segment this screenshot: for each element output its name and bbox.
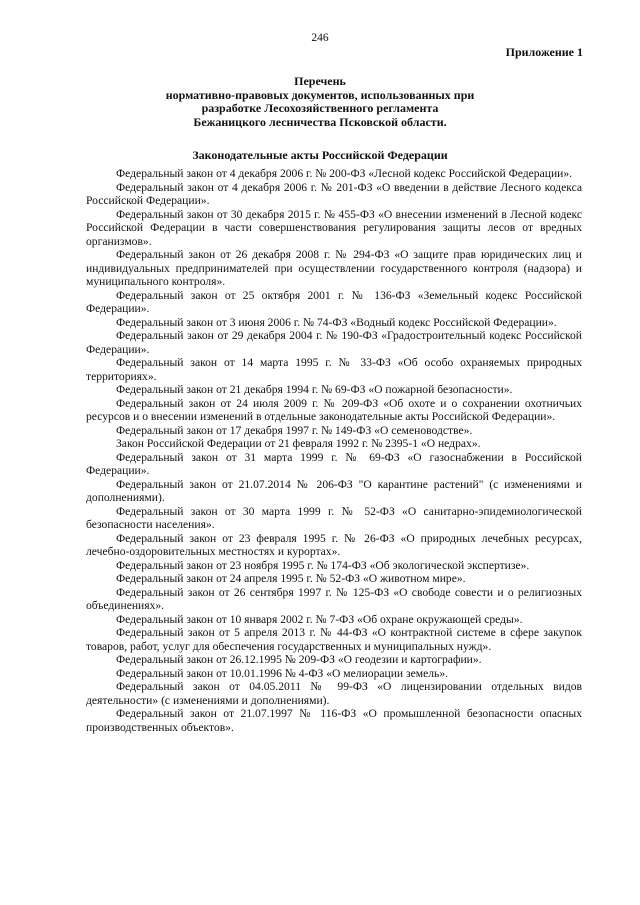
title-line: Перечень xyxy=(294,74,346,88)
law-entry: Федеральный закон от 24 апреля 1995 г. № 52-ФЗ «О животном мире». xyxy=(116,572,466,585)
page-number: 246 xyxy=(311,32,329,44)
title-line: разработке Лесохозяйственного регламента xyxy=(201,101,439,115)
law-entry: Федеральный закон от 23 февраля 1995 г. № 26-ФЗ «О природных лечебных ресурсах, лечебно-оздоровительных местностях и курортах». xyxy=(86,531,582,558)
law-entry: Федеральный закон от 21 декабря 1994 г. № 69-ФЗ «О пожарной безопасности». xyxy=(116,383,513,396)
title-line: Бежаницкого лесничества Псковской области. xyxy=(193,114,447,129)
law-entry: Федеральный закон от 5 апреля 2013 г. № 44-ФЗ «О контрактной системе в сфере закупок товаров, работ, услуг для обеспечения государственных и муниципальных нужд». xyxy=(86,626,582,653)
law-entry: Федеральный закон от 30 декабря 2015 г. № 455-ФЗ «О внесении изменений в Лесной кодекс Российской Федерации в части совершенствования регулирования защиты лесов от вредных организмов». xyxy=(86,207,582,248)
document-title xyxy=(60,75,580,129)
law-entry: Закон Российской Федерации от 21 февраля 1992 г. № 2395-1 «О недрах». xyxy=(116,437,481,450)
law-entry: Федеральный закон от 17 декабря 1997 г. № 149-ФЗ «О семеноводстве». xyxy=(116,423,473,437)
law-entry: Федеральный закон от 26 декабря 2008 г. № 294-ФЗ «О защите прав юридических лиц и индивидуальных предпринимателей при осуществлении государственного контроля (надзора) и муниципального контроля». xyxy=(86,248,582,288)
law-entry: Федеральный закон от 29 декабря 2004 г. № 190-ФЗ «Градостроительный кодекс Российской Федерации». xyxy=(86,329,582,356)
law-entry: Федеральный закон от 21.07.2014 № 206-ФЗ "О карантине растений" (с изменениями и дополнениями). xyxy=(86,477,582,504)
law-entry: Федеральный закон от 4 декабря 2006 г. № 200-ФЗ «Лесной кодекс Российской Федерации». xyxy=(116,167,573,180)
law-entry: Федеральный закон от 30 марта 1999 г. № 52-ФЗ «О санитарно-эпидемиологической безопасности населения». xyxy=(86,504,582,531)
title-line: нормативно-правовых документов, использованных при xyxy=(165,87,475,102)
law-entry: Федеральный закон от 26 сентября 1997 г. № 125-ФЗ «О свободе совести и о религиозных объединениях». xyxy=(86,585,582,612)
law-entry: Федеральный закон от 10 января 2002 г. № 7-ФЗ «Об охране окружающей среды». xyxy=(116,612,523,626)
law-entry: Федеральный закон от 25 октября 2001 г. № 136-ФЗ «Земельный кодекс Российской Федерации». xyxy=(86,288,582,315)
law-entry: Федеральный закон от 31 марта 1999 г. № 69-ФЗ «О газоснабжении в Российской Федерации». xyxy=(86,450,582,477)
law-entry: Федеральный закон от 21.07.1997 № 116-ФЗ «О промышленной безопасности опасных производственных объектов». xyxy=(86,707,582,734)
law-entry: Федеральный закон от 14 марта 1995 г. № 33-ФЗ «Об особо охраняемых природных территориях». xyxy=(86,356,582,383)
law-entry: Федеральный закон от 24 июля 2009 г. № 209-ФЗ «Об охоте и о сохранении охотничьих ресурсов и о внесении изменений в отдельные законодательные акты Российской Федерации». xyxy=(86,396,582,423)
law-entry: Федеральный закон от 23 ноября 1995 г. № 174-ФЗ «Об экологической экспертизе». xyxy=(116,558,530,572)
appendix-label: Приложение 1 xyxy=(505,45,583,59)
law-entry: Федеральный закон от 10.01.1996 № 4-ФЗ «О мелиорации земель». xyxy=(116,666,449,680)
law-entry: Федеральный закон от 3 июня 2006 г. № 74-ФЗ «Водный кодекс Российской Федерации». xyxy=(116,315,557,329)
law-list xyxy=(86,167,582,734)
law-entry: Федеральный закон от 04.05.2011 № 99-ФЗ «О лицензировании отдельных видов деятельности» (с изменениями и дополнениями). xyxy=(86,680,582,707)
section-heading: Законодательные акты Российской Федерации xyxy=(192,148,448,162)
law-entry: Федеральный закон от 4 декабря 2006 г. № 201-ФЗ «О введении в действие Лесного кодекса Российской Федерации». xyxy=(86,180,582,207)
law-entry: Федеральный закон от 26.12.1995 № 209-ФЗ «О геодезии и картографии». xyxy=(116,653,482,666)
